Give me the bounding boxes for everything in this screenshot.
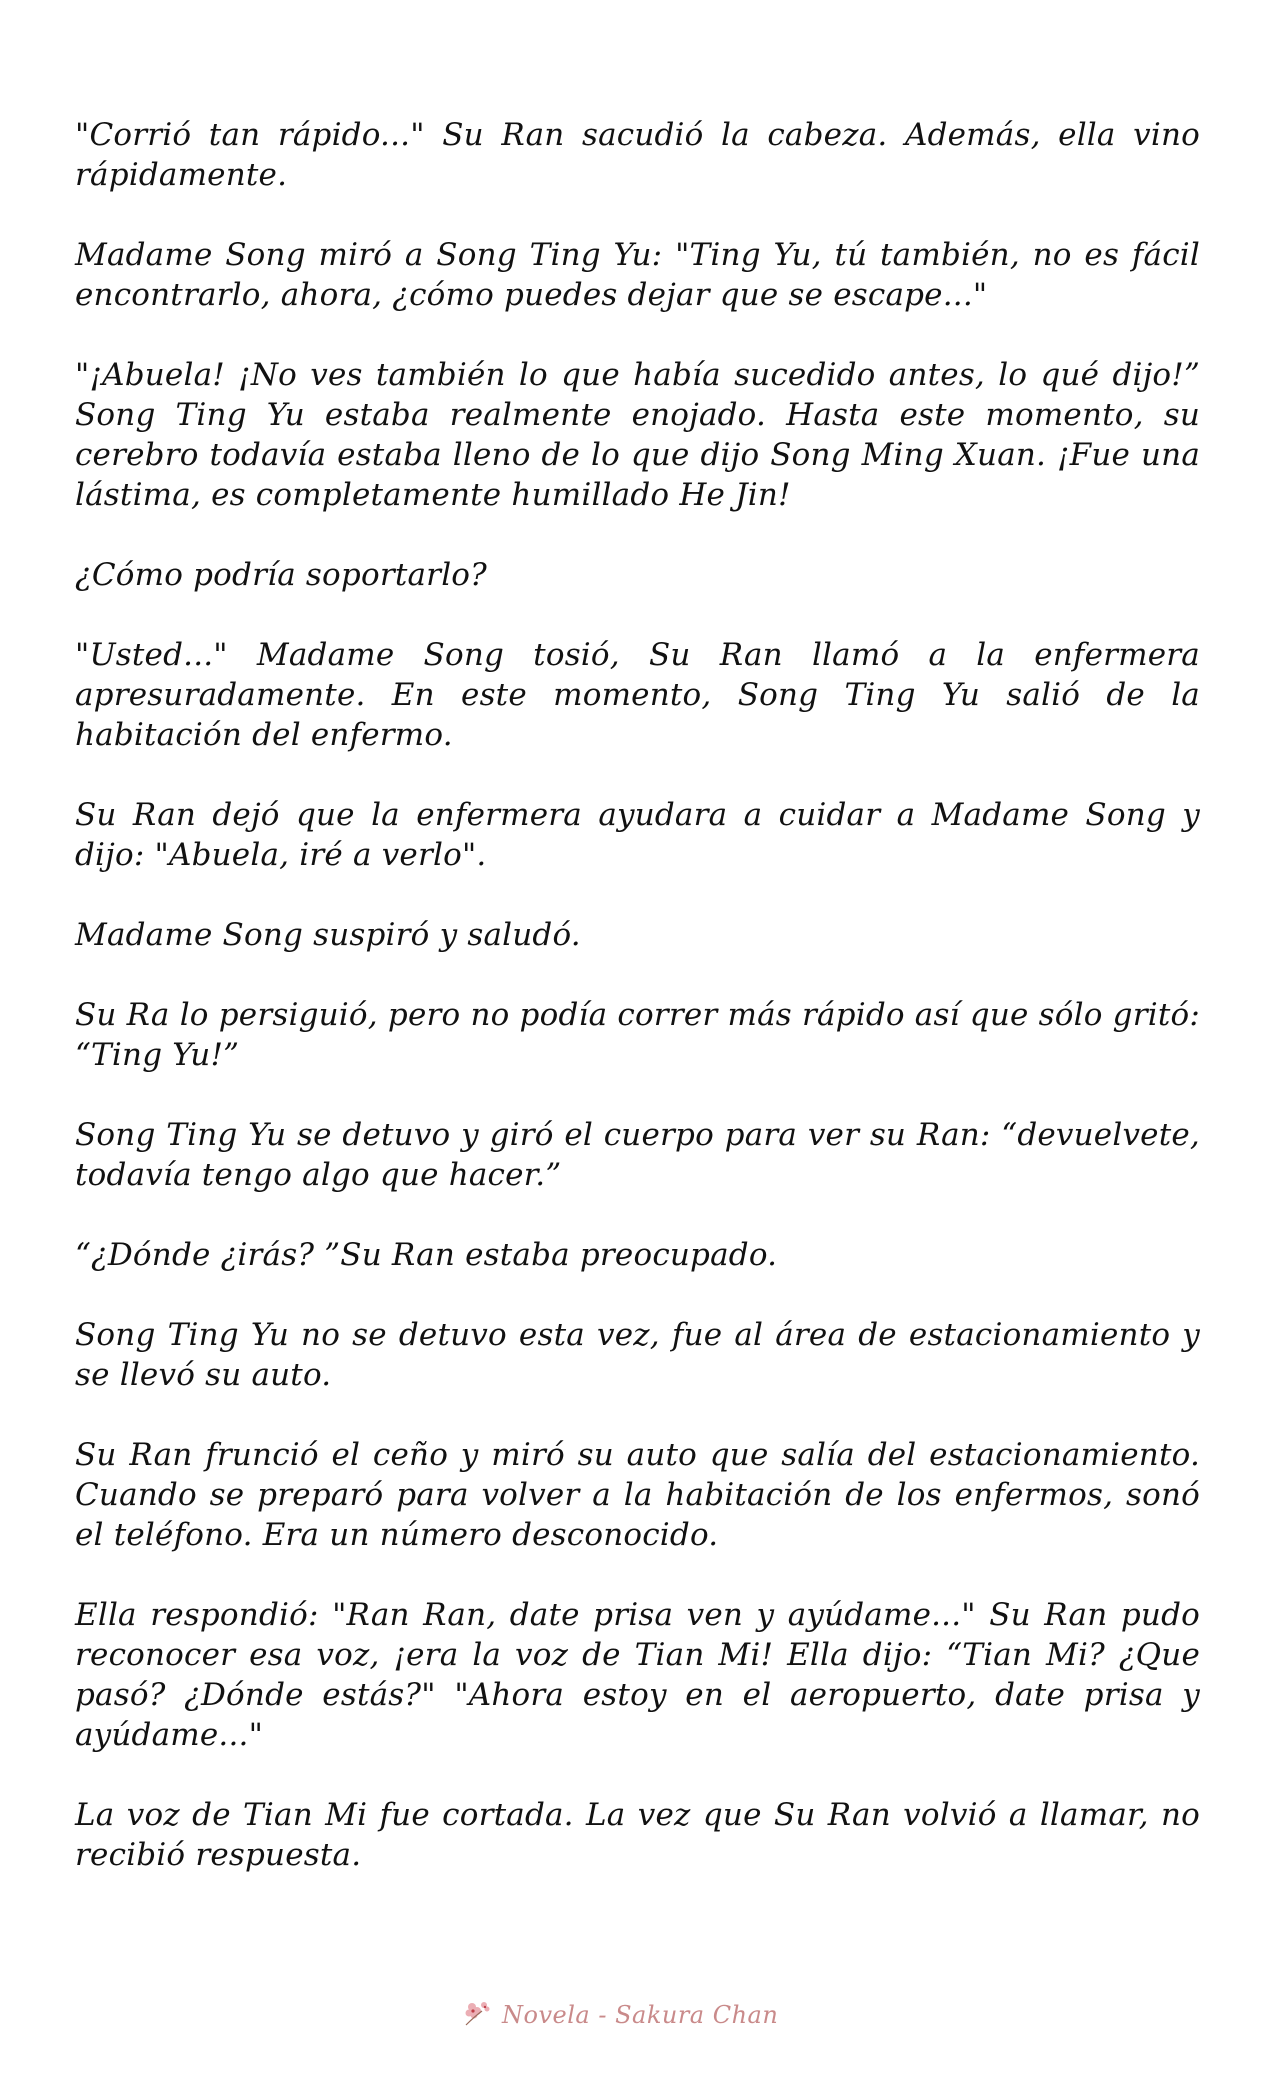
sakura-flower-icon <box>460 1997 496 2033</box>
paragraph-7: Madame Song suspiró y saludó. <box>75 917 581 953</box>
paragraph-1: "Corrió tan rápido..." Su Ran sacudió la cabeza. Además, ella vino rápidamente. <box>75 117 1200 193</box>
paragraph-10: “¿Dónde ¿irás? ”Su Ran estaba preocupado. <box>75 1237 778 1273</box>
paragraph-6: Su Ran dejó que la enfermera ayudara a cuidar a Madame Song y dijo: "Abuela, iré a verlo". <box>75 797 1200 873</box>
footer-watermark <box>460 1990 840 2040</box>
paragraph-8: Su Ra lo persiguió, pero no podía correr más rápido así que sólo gritó: “Ting Yu!” <box>75 997 1200 1073</box>
paragraph-14: La voz de Tian Mi fue cortada. La vez que Su Ran volvió a llamar, no recibió respuesta. <box>75 1797 1200 1873</box>
paragraph-9: Song Ting Yu se detuvo y giró el cuerpo para ver su Ran: “devuelvete, todavía tengo algo que hacer.” <box>75 1117 1200 1193</box>
paragraph-13: Ella respondió: "Ran Ran, date prisa ven y ayúdame..." Su Ran pudo reconocer esa voz, ¡era la voz de Tian Mi! Ella dijo: “Tian Mi? ¿Que pasó? ¿Dónde estás?" "Ahora estoy en el aeropuerto, date prisa y ayúdame..." <box>75 1597 1200 1753</box>
paragraph-4: ¿Cómo podría soportarlo? <box>75 557 487 593</box>
document-body <box>75 115 1200 1915</box>
paragraph-11: Song Ting Yu no se detuvo esta vez, fue al área de estacionamiento y se llevó su auto. <box>75 1317 1200 1393</box>
paragraph-5: "Usted..." Madame Song tosió, Su Ran llamó a la enfermera apresuradamente. En este momento, Song Ting Yu salió de la habitación del enfermo. <box>75 637 1200 753</box>
paragraph-12: Su Ran frunció el ceño y miró su auto que salía del estacionamiento. Cuando se preparó para volver a la habitación de los enfermos, sonó el teléfono. Era un número desconocido. <box>75 1437 1200 1553</box>
footer-text: Novela - Sakura Chan <box>502 2001 779 2029</box>
paragraph-3: "¡Abuela! ¡No ves también lo que había sucedido antes, lo qué dijo!” Song Ting Yu estaba realmente enojado. Hasta este momento, su cerebro todavía estaba lleno de lo que dijo Song Ming Xuan. ¡Fue una lástima, es completamente humillado He Jin! <box>75 357 1200 513</box>
paragraph-2: Madame Song miró a Song Ting Yu: "Ting Yu, tú también, no es fácil encontrarlo, ahora, ¿cómo puedes dejar que se escape..." <box>75 237 1200 313</box>
